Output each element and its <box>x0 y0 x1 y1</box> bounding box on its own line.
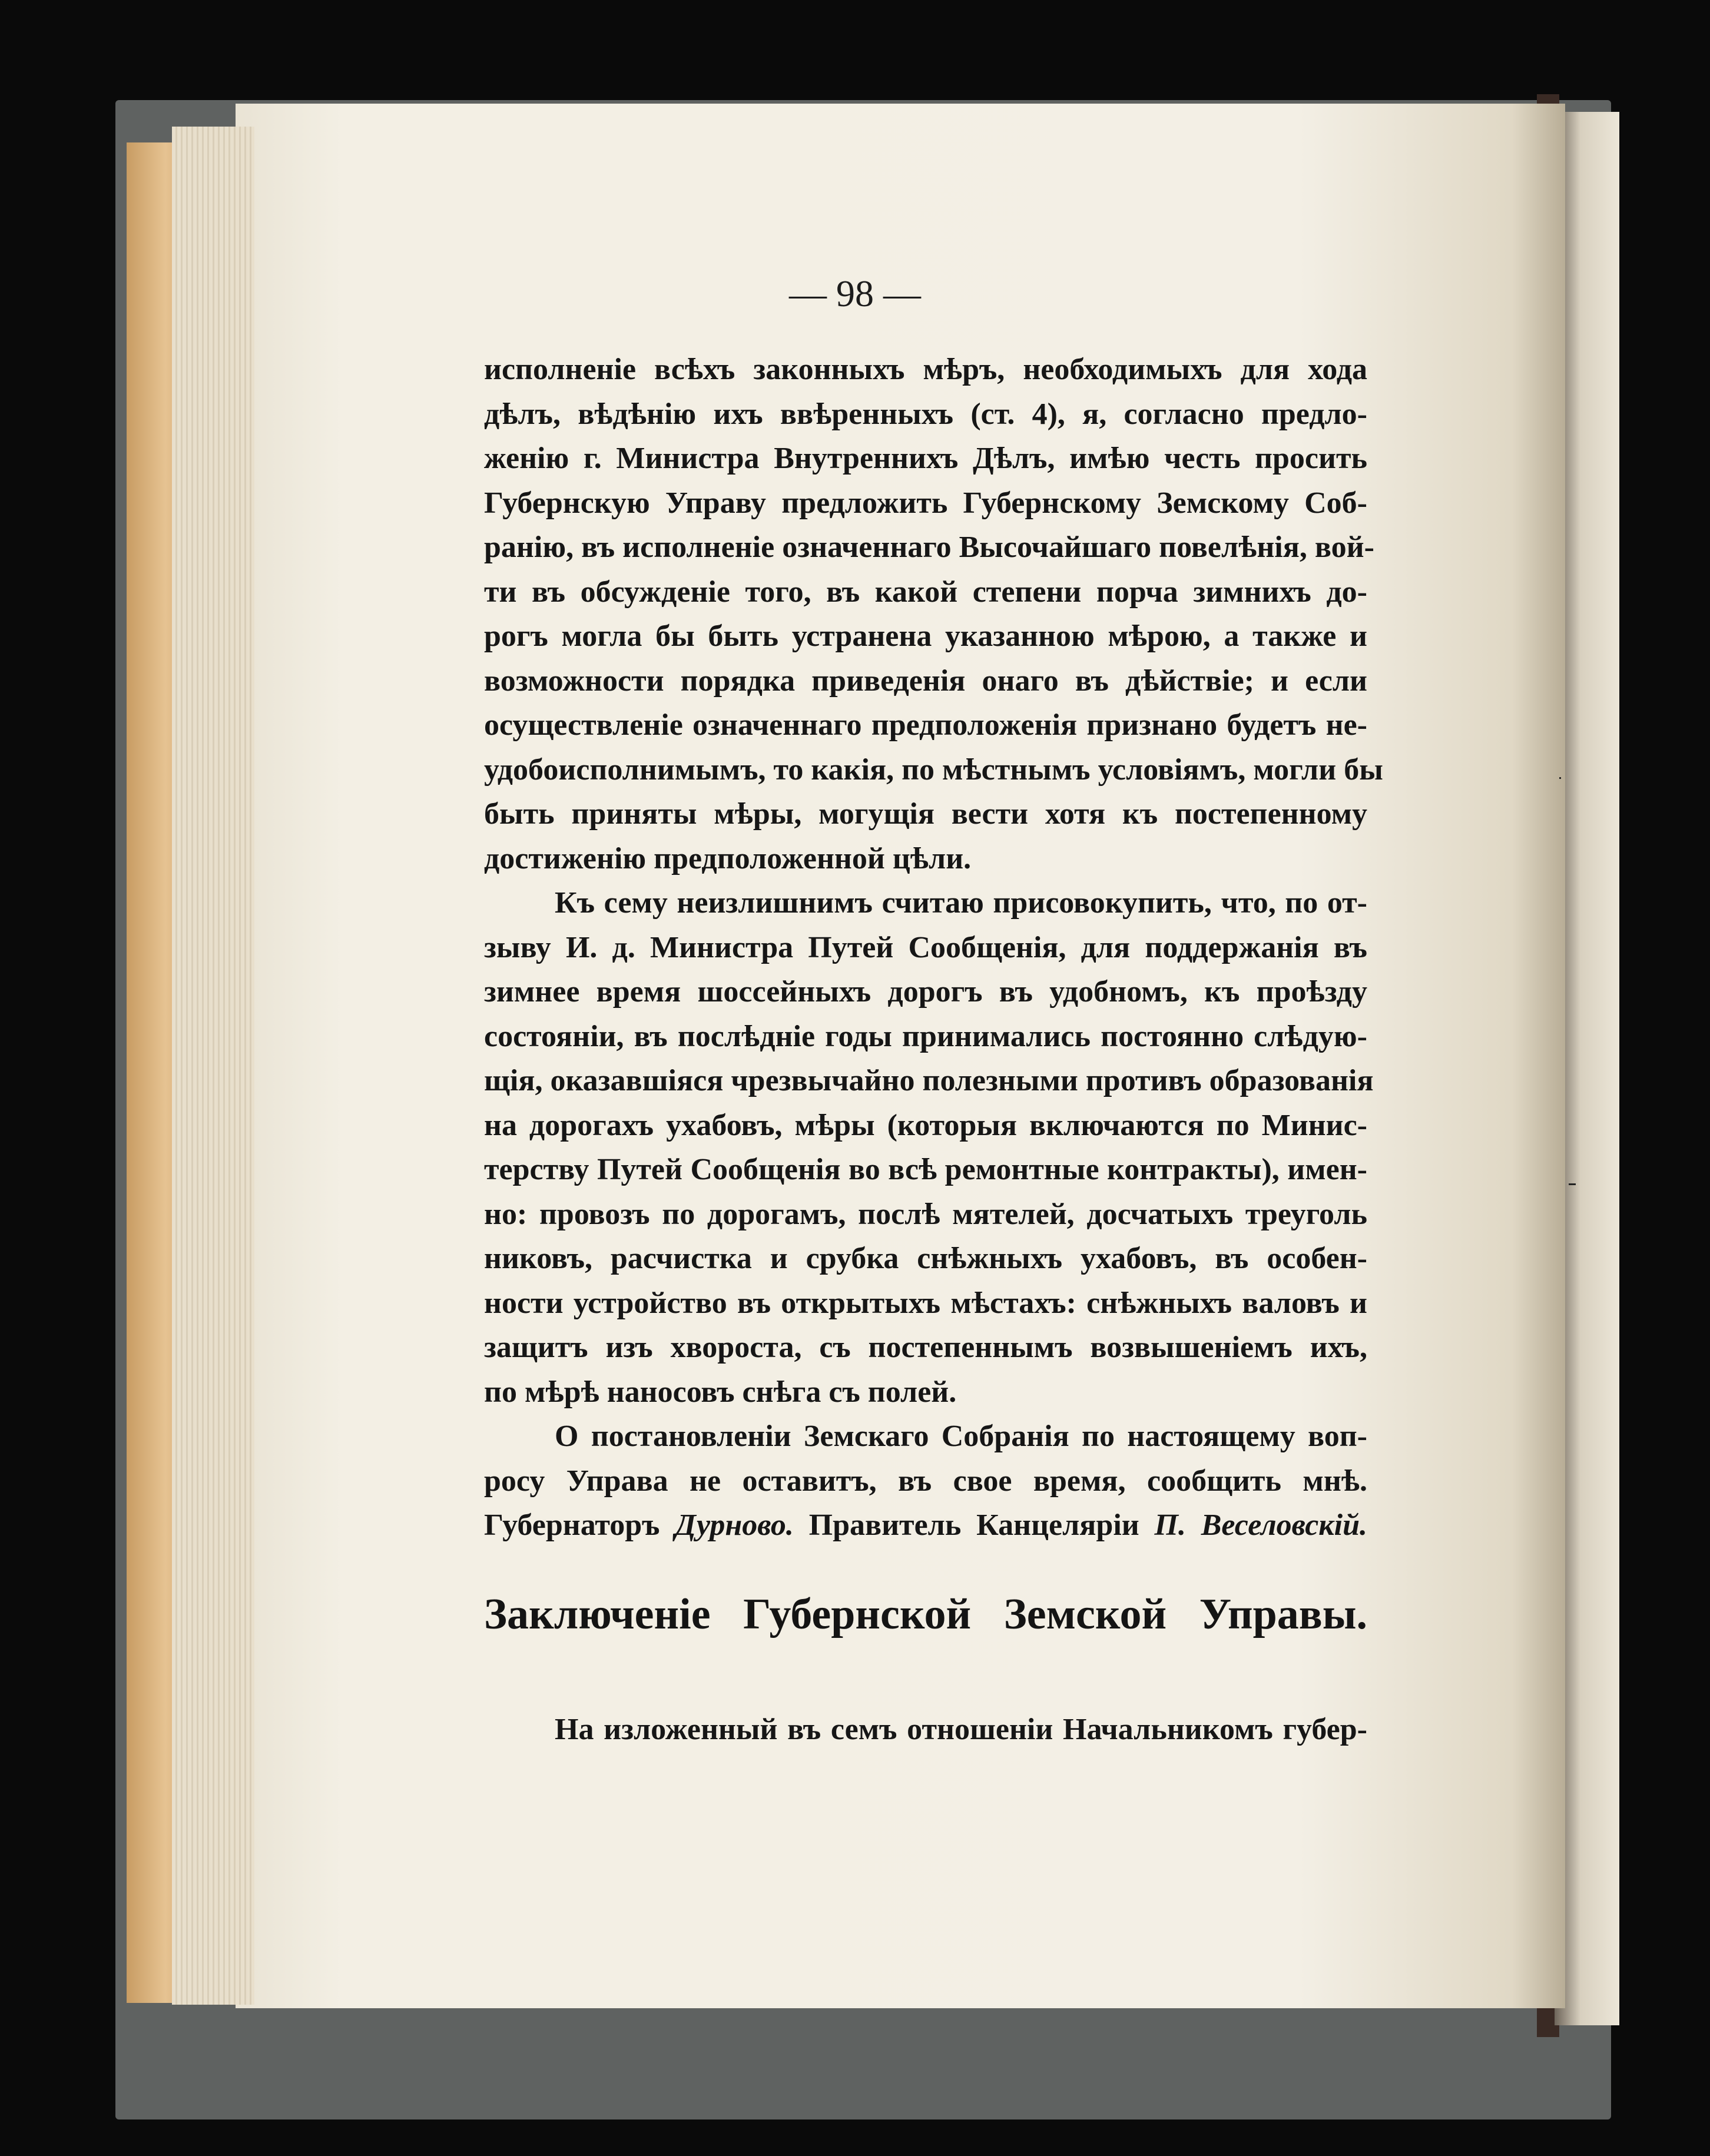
text-line: осуществленіе означеннаго предположенія признано будетъ не- <box>484 708 1367 742</box>
page-number: — 98 — <box>789 273 921 314</box>
section-heading: Заключеніе Губернской Земской Управы. <box>484 1590 1367 1638</box>
text-line: Губернскую Управу предложить Губернскому Земскому Соб- <box>484 486 1367 520</box>
signature-name-2: П. Веселовскій. <box>1154 1508 1368 1542</box>
signature-title: Губернаторъ <box>484 1508 660 1542</box>
text-line: достиженію предположенной цѣли. <box>484 841 972 875</box>
text-line: терству Путей Сообщенія во всѣ ремонтные контракты), имен- <box>484 1153 1367 1186</box>
text-line: зыву И. д. Министра Путей Сообщенія, для поддержанія въ <box>484 930 1367 964</box>
text-line: но: провозъ по дорогамъ, послѣ мятелей, досчатыхъ треуголь <box>484 1197 1367 1231</box>
text-line: состояніи, въ послѣдніе годы принимались постоянно слѣдую- <box>484 1019 1367 1053</box>
text-line: никовъ, расчистка и срубка снѣжныхъ ухабовъ, въ особен- <box>484 1242 1367 1275</box>
text-line: росу Управа не оставитъ, въ свое время, сообщить мнѣ. <box>484 1464 1367 1498</box>
text-line: дѣлъ, вѣдѣнію ихъ ввѣренныхъ (ст. 4), я, согласно предло- <box>484 397 1367 431</box>
text-line: на дорогахъ ухабовъ, мѣры (которыя включаются по Минис- <box>484 1108 1367 1142</box>
text-line: Къ сему неизлишнимъ считаю присовокупить, что, по от- <box>555 886 1367 920</box>
text-line: удобоисполнимымъ, то какія, по мѣстнымъ условіямъ, могли бы <box>484 752 1383 787</box>
signature-role: Правитель Канцеляріи <box>808 1508 1139 1542</box>
text-line: защитъ изъ хвороста, съ постепеннымъ возвышеніемъ ихъ, <box>484 1331 1367 1364</box>
text-line: зимнее время шоссейныхъ дорогъ въ удобномъ, къ проѣзду <box>484 975 1367 1009</box>
text-line: рогъ могла бы быть устранена указанною мѣрою, а также и <box>484 619 1367 653</box>
text-line: На изложенный въ семъ отношеніи Начальникомъ губер- <box>555 1713 1367 1746</box>
page-stack <box>172 127 254 2005</box>
text-line: ти въ обсужденіе того, въ какой степени порча зимнихъ до- <box>484 575 1367 609</box>
text-line: щія, оказавшіяся чрезвычайно полезными противъ образованія <box>484 1064 1374 1097</box>
text-line: возможности порядка приведенія онаго въ дѣйствіе; и если <box>484 664 1367 698</box>
margin-mark <box>1559 777 1561 779</box>
signature-name: Дурново. <box>675 1508 794 1542</box>
text-line: исполненіе всѣхъ законныхъ мѣръ, необходимыхъ для хода <box>484 353 1367 386</box>
text-line: быть приняты мѣры, могущія вести хотя къ постепенному <box>484 797 1367 831</box>
body-text <box>484 347 1383 1548</box>
text-line: женію г. Министра Внутреннихъ Дѣлъ, имѣю честь просить <box>484 442 1367 475</box>
text-line: ности устройство въ открытыхъ мѣстахъ: снѣжныхъ валовъ и <box>484 1286 1367 1320</box>
text-line: ранію, въ исполненіе означеннаго Высочайшаго повелѣнія, вой- <box>484 530 1374 564</box>
signature-line <box>484 1503 1367 1548</box>
text-line: по мѣрѣ наносовъ снѣга съ полей. <box>484 1375 957 1409</box>
margin-mark <box>1569 1183 1576 1185</box>
text-line: О постановленіи Земскаго Собранія по настоящему воп- <box>555 1419 1367 1453</box>
